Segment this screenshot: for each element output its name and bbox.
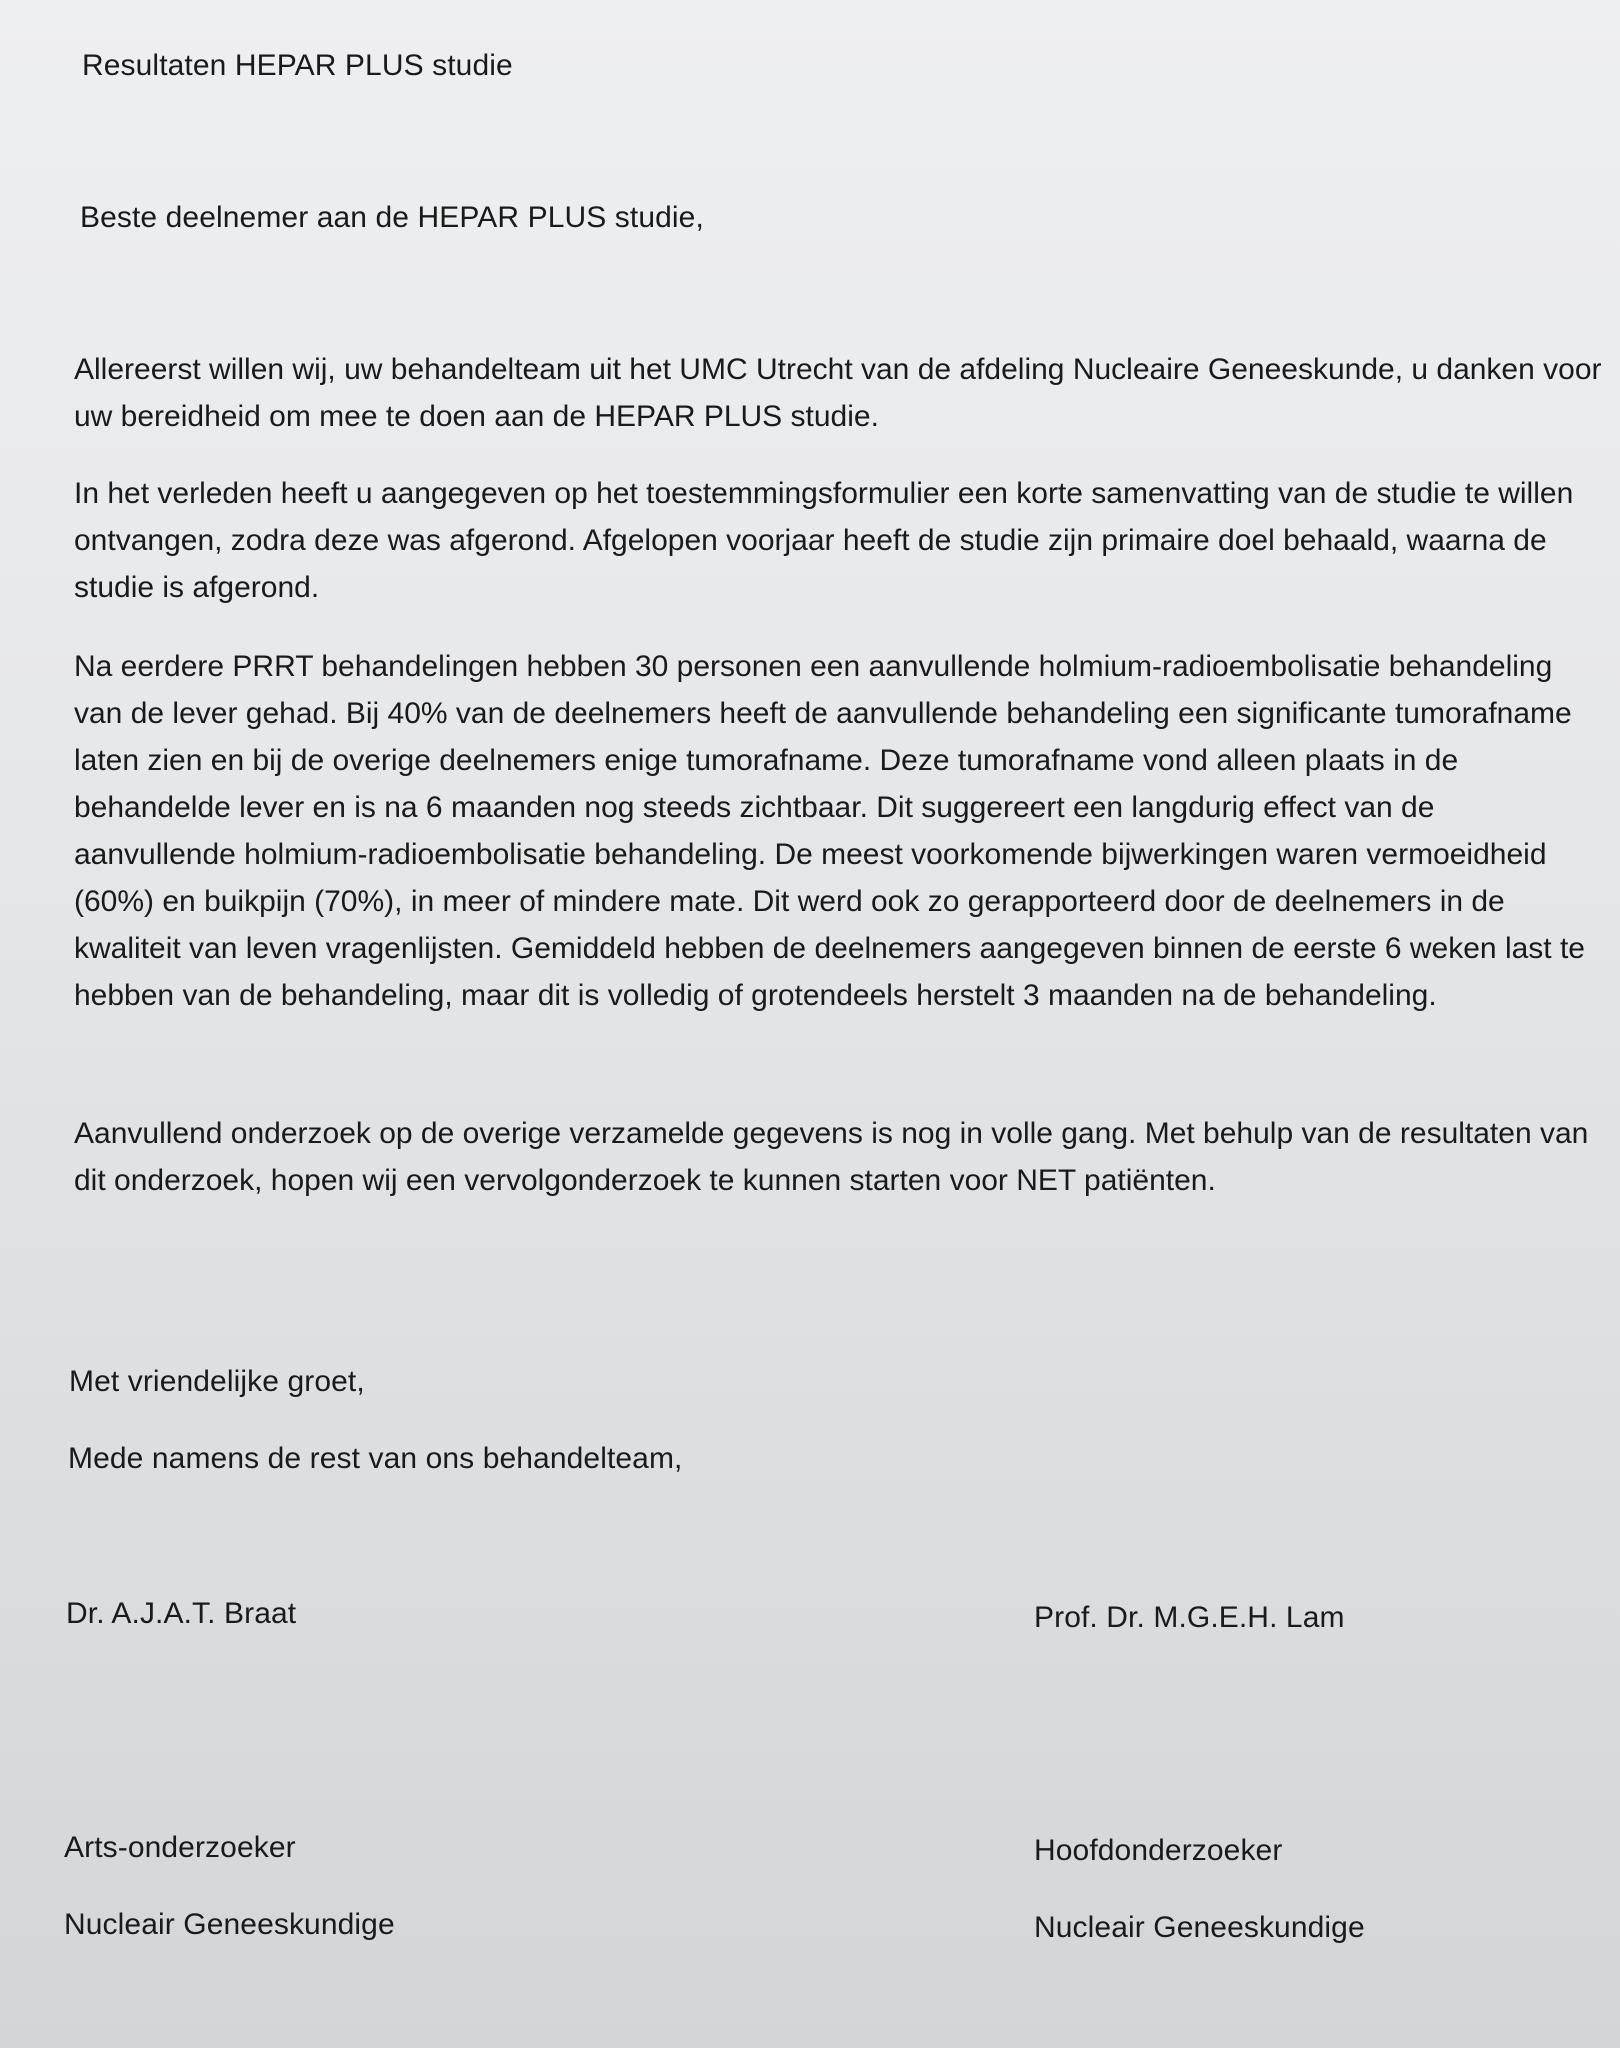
signatory-right-department: Nucleair Geneeskundige — [1034, 1911, 1365, 1944]
paragraph-thanks: Allereerst willen wij, uw behandelteam uit het UMC Utrecht van de afdeling Nucleaire Geneeskunde, u danken voor uw bereidheid om mee te doen aan de HEPAR PLUS studie. — [74, 353, 1602, 433]
paragraph-summary-request: In het verleden heeft u aangegeven op het toestemmingsformulier een korte samenvatting van de studie te willen ontvangen, zodra deze was afgerond. Afgelopen voorjaar heeft de studie zijn primaire doel behaald, waarna de studie is afgerond. — [74, 477, 1574, 604]
signatory-left-role: Arts-onderzoeker — [64, 1831, 296, 1864]
signatory-left-department: Nucleair Geneeskundige — [64, 1908, 395, 1941]
signatory-right-role: Hoofdonderzoeker — [1034, 1834, 1283, 1867]
salutation: Beste deelnemer aan de HEPAR PLUS studie, — [80, 201, 704, 234]
paragraph-results: Na eerdere PRRT behandelingen hebben 30 personen een aanvullende holmium-radioembolisatie behandeling van de lever gehad. Bij 40% van de deelnemers heeft de aanvullende behandeling een significante tumorafname laten zien en bij de overige deelnemers enige tumorafname. Deze tumorafname vond alleen plaats in de behandelde lever en is na 6 maanden nog steeds zichtbaar. Dit suggereert een langdurig effect van de aanvullende holmium-radioembolisatie behandeling. De meest voorkomende bijwerkingen waren vermoeidheid (60%) en buikpijn (70%), in meer of mindere mate. Dit werd ook zo gerapporteerd door de deelnemers in de kwaliteit van leven vragenlijsten. Gemiddeld hebben de deelnemers aangegeven binnen de eerste 6 weken last te hebben van de behandeling, maar dit is volledig of grotendeels herstelt 3 maanden na de behandeling. — [74, 650, 1585, 1012]
signatory-right-name: Prof. Dr. M.G.E.H. Lam — [1034, 1601, 1345, 1634]
closing-greeting: Met vriendelijke groet, — [69, 1365, 365, 1398]
paragraph-further-research: Aanvullend onderzoek op de overige verzamelde gegevens is nog in volle gang. Met behulp van de resultaten van dit onderzoek, hopen wij een vervolgonderzoek te kunnen starten voor NET patiënten. — [74, 1117, 1589, 1197]
signatory-left-name: Dr. A.J.A.T. Braat — [66, 1597, 297, 1630]
letter-title: Resultaten HEPAR PLUS studie — [82, 49, 513, 82]
closing-team-line: Mede namens de rest van ons behandelteam, — [68, 1442, 683, 1475]
